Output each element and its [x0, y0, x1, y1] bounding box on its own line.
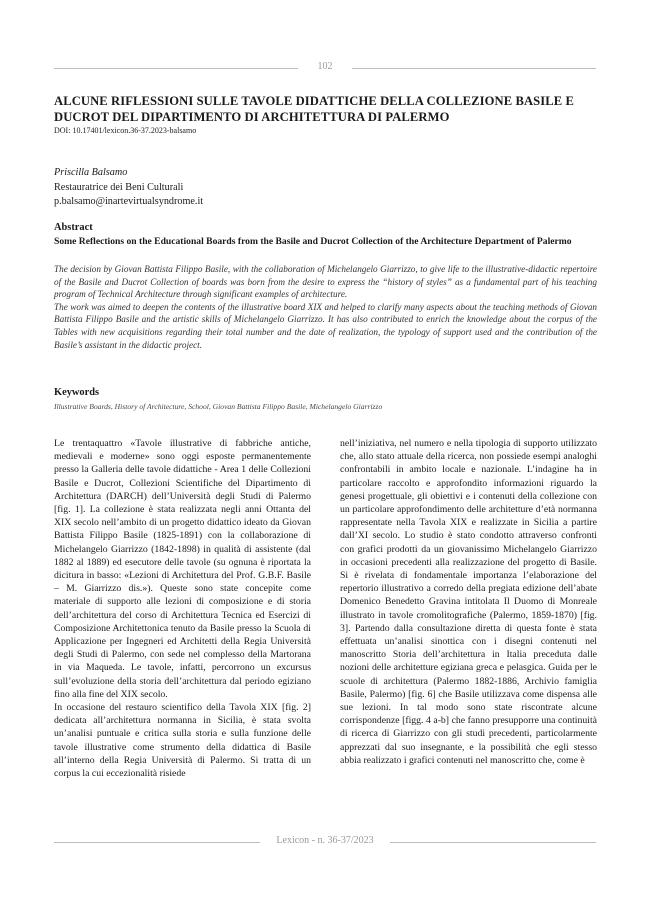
- article-doi: DOI: 10.17401/lexicon.36-37.2023-balsamo: [54, 126, 197, 135]
- abstract-paragraph: The decision by Giovan Battista Filippo Basile, with the collaboration of Michelangelo Giarrizzo, to give life to the illustrative-didactic repertoire of the Basile and Ducrot Collection of boards was born from the desire to express the “history of styles” as a fundamental part of his teaching program of Technical Architecture through significant examples of architecture.: [54, 264, 597, 300]
- keywords-list: Illustrative Boards, History of Architecture, School, Giovan Battista Filippo Basile, Michelangelo Giarrizzo: [54, 402, 383, 411]
- footer-rule-left: [54, 842, 260, 843]
- keywords-heading: Keywords: [54, 387, 100, 398]
- abstract-body: [54, 263, 597, 351]
- article-title: ALCUNE RIFLESSIONI SULLE TAVOLE DIDATTICHE DELLA COLLEZIONE BASILE E DUCROT DEL DIPARTIMENTO DI ARCHITETTURA DI PALERMO: [54, 94, 575, 124]
- body-paragraph: nell’iniziativa, nel numero e nella tipologia di supporto utilizzato che, allo stato attuale della ricerca, non possiede esempi analoghi confrontabili in ambito locale e nazionale. L’indagine ha in particolare raccolto e approfondito informazioni riguardo la genesi progettuale, gli obiettivi e i contenuti della collezione con un particolare approfondimento delle architetture d’età normanna rappresentate nella Tavola XIX e realizzate in Sicilia a partire dall’XI secolo. Lo studio è stato condotto attraverso confronti con grafici prodotti da un giovanissimo Michelangelo Giarrizzo in occasioni precedenti alla realizzazione del progetto di Basile. Si è rivelata di fondamentale importanza l’elaborazione del repertorio illustrativo a corredo della pregiata edizione dell’abate Domenico Benedetto Gravina intitolata Il Duomo di Monreale illustrato in tavole cromolitografiche (Palermo, 1859-1870) [fig. 3]. Partendo dalla consultazione diretta di questa fonte è stata effettuata un’analisi sinottica con i disegni contenuti nel manoscritto Storia dell’architettura in Italia preceduta dalle nozioni delle architetture egiziana greca e pelasgica. Guida per le scuole di architettura (Palermo 1882-1886, Archivio famiglia Basile, Palermo) [fig. 6] che Basile utilizzava come dispensa alle sue lezioni. In tal modo sono state riscontrate alcune corrispondenze [figg. 4 a-b] che fanno presupporre una continuità di ricerca di Giarrizzo con gli studi precedenti, particolarmente apprezzati dal suo insegnante, e la possibilità che egli stesso abbia realizzato i grafici contenuti nel manoscritto che, come è: [340, 438, 597, 766]
- page-number: 102: [317, 61, 333, 72]
- author-role: Restauratrice dei Beni Culturali: [54, 181, 184, 193]
- author-name: Priscilla Balsamo: [54, 167, 128, 178]
- abstract-heading: Abstract: [54, 222, 93, 233]
- body-column-left: [54, 437, 311, 780]
- author-email: p.balsamo@inartevirtualsyndrome.it: [54, 196, 204, 207]
- body-column-right: [340, 437, 597, 767]
- footer-rule-right: [390, 842, 596, 843]
- abstract-english-title: Some Reflections on the Educational Boards from the Basile and Ducrot Collection of the Architecture Department of Palermo: [54, 236, 572, 247]
- body-paragraph: Le trentaquattro «Tavole illustrative di fabbriche antiche, medievali e moderne» sono oggi esposte permanentemente presso la Galleria delle tavole didattiche - Area 1 delle Collezioni Basile e Ducrot, Collezioni Scientifiche del Dipartimento di Architettura (DARCH) dell’Università degli Studi di Palermo [fig. 1]. La collezione è stata realizzata negli anni Ottanta del XIX secolo nell’ambito di un progetto didattico ideato da Giovan Battista Filippo Basile (1825-1891) con la collaborazione di Michelangelo Giarrizzo (1842-1898) in qualità di assistente (dal 1882 al 1889) ed esecutore delle tavole (su ognuna è riportata la dicitura in basso: «Lezioni di Architettura del Prof. G.B.F. Basile – M. Giarrizzo dis.»). Queste sono state concepite come materiale di supporto alle lezioni di composizione e di storia dell’architettura del corso di Architettura Tecnica ed Esercizi di Composizione Architettonica tenuto da Basile presso la Scuola di Applicazione per Ingegneri ed Architetti della Regia Università degli Studi di Palermo, con sede nel complesso della Martorana in via Maqueda. Le tavole, infatti, percorrono un excursus sull’evoluzione della storia dell’architettura dal periodo egiziano fino alla fine del XIX secolo.: [54, 438, 311, 700]
- body-paragraph: In occasione del restauro scientifico della Tavola XIX [fig. 2] dedicata all’architettura normanna in Sicilia, è stata svolta un’analisi puntuale e critica sulla storia e sulla funzione delle tavole illustrative come strumento della didattica di Basile all’interno della Regia Università di Palermo. Si tratta di un corpus la cui eccezionalità risiede: [54, 702, 311, 780]
- author-block: [54, 166, 354, 210]
- abstract-paragraph: The work was aimed to deepen the contents of the illustrative board XIX and helped to clarify many aspects about the teaching methods of Giovan Battista Filippo Basile and the artistic skills of Michelangelo Giarrizzo. It has also contributed to enrich the knowledge about the corpus of the Tables with new acquisitions regarding their total number and the date of realization, the typology of support used and the contribution of the Basile’s assistant in the didactic project.: [54, 301, 597, 350]
- header-rule-right: [352, 68, 596, 69]
- journal-footer: Lexicon - n. 36-37/2023: [276, 835, 374, 846]
- header-rule-left: [54, 68, 298, 69]
